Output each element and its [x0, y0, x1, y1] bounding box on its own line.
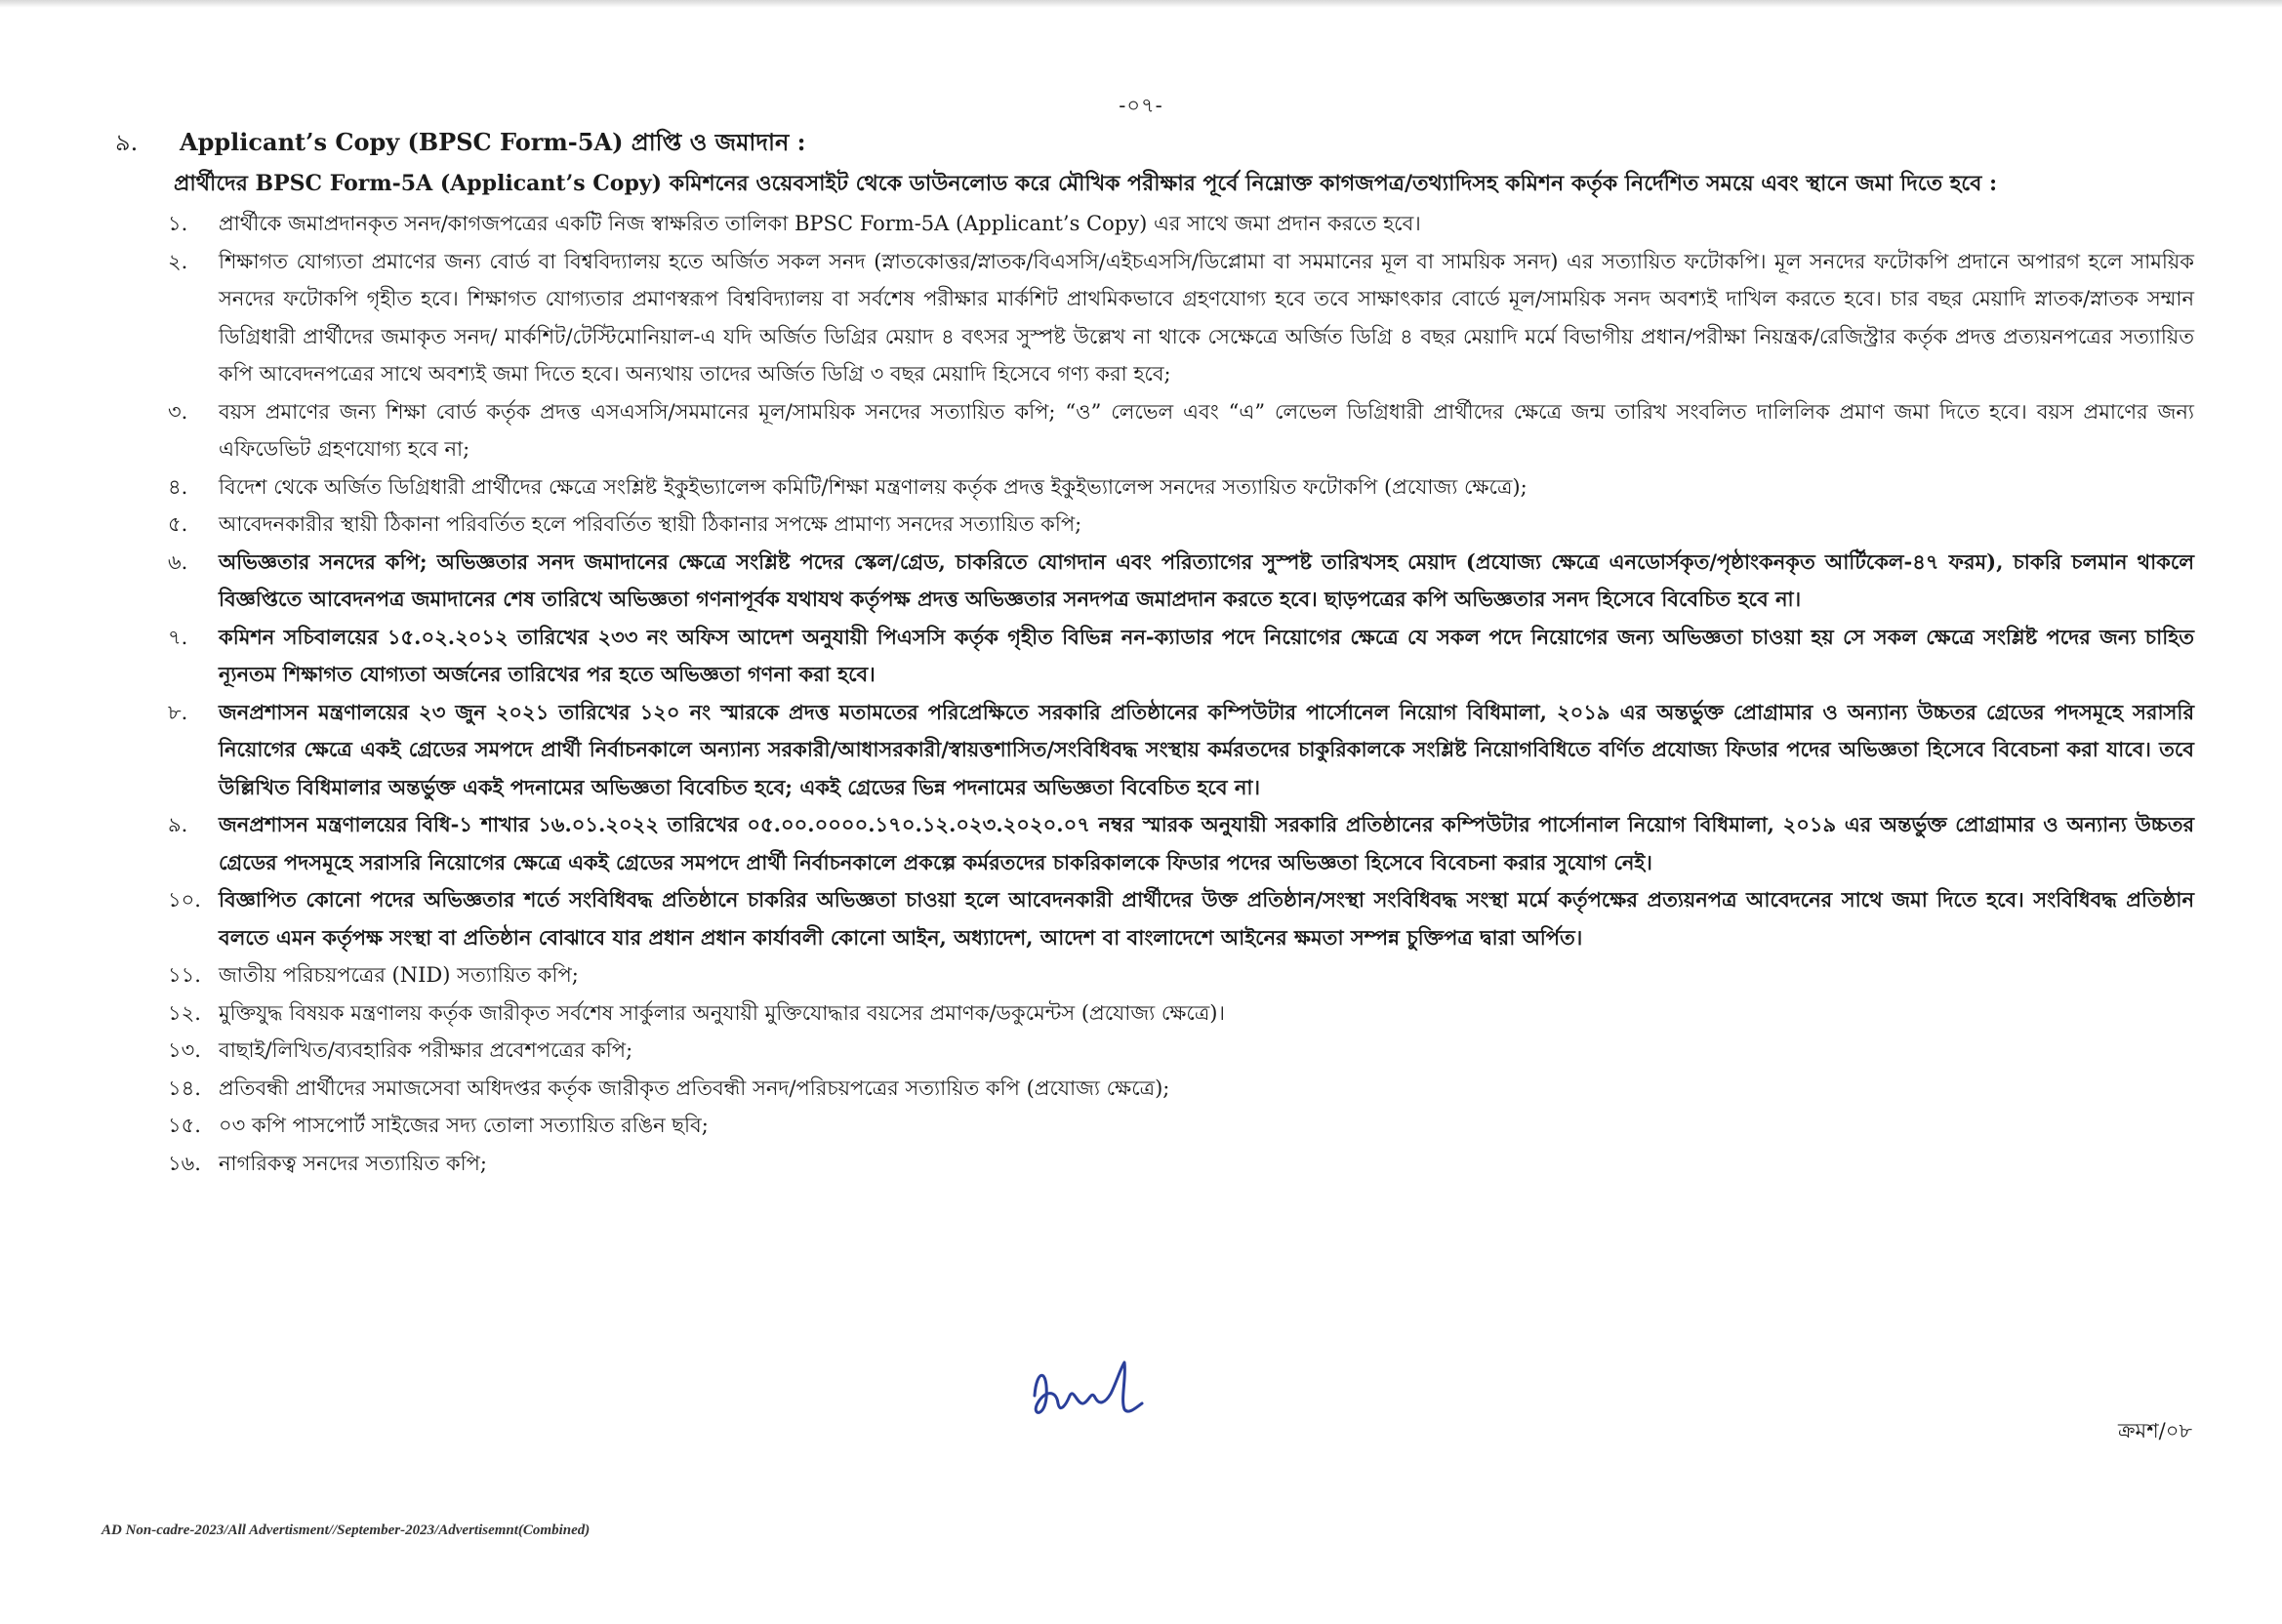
list-item-number: ১৩. — [168, 1038, 201, 1062]
list-item — [168, 995, 2194, 1033]
section-intro: প্রার্থীদের BPSC Form-5A (Applicant’s Copy) কমিশনের ওয়েবসাইট থেকে ডাউনলোড করে মৌখিক পরীক্ষার পূর্বে নিম্নোক্ত কাগজপত্র/তথ্যাদিসহ কমিশন কর্তৃক নির্দেশিত সময়ে এবং স্থানে জমা দিতে হবে : — [174, 171, 1998, 196]
continued-label: ক্রমশ/০৮ — [2117, 1419, 2192, 1442]
list-item-text: ০৩ কপি পাসপোর্ট সাইজের সদ্য তোলা সত্যায়িত রঙিন ছবি; — [219, 1114, 709, 1137]
list-item — [168, 506, 2194, 544]
list-item-number: ১২. — [168, 1000, 201, 1025]
section-heading — [115, 123, 2194, 162]
list-item — [168, 243, 2194, 393]
list-item — [168, 806, 2194, 881]
list-item — [168, 393, 2194, 468]
list-item-text: মুক্তিযুদ্ধ বিষয়ক মন্ত্রণালয় কর্তৃক জারীকৃত সর্বশেষ সার্কুলার অনুযায়ী মুক্তিযোদ্ধার বয়সের প্রমাণক/ডকুমেন্টস (প্রযোজ্য ক্ষেত্রে)। — [219, 1000, 1225, 1025]
scan-edge — [0, 0, 2282, 8]
list-item — [168, 1070, 2194, 1108]
list-item-number: ১৬. — [168, 1151, 201, 1175]
list-item-text: বিজ্ঞাপিত কোনো পদের অভিজ্ঞতার শর্তে সংবিধিবদ্ধ প্রতিষ্ঠানে চাকরির অভিজ্ঞতা চাওয়া হলে আবেদনকারী প্রার্থীদের উক্ত প্রতিষ্ঠান/সংস্থা সংবিধিবদ্ধ সংস্থা মর্মে কর্তৃপক্ষের প্রত্যয়নপত্র আবেদনের সাথে জমা দিতে হবে। সংবিধিবদ্ধ প্রতিষ্ঠান বলতে এমন কর্তৃপক্ষ সংস্থা বা প্রতিষ্ঠান বোঝাবে যার প্রধান প্রধান কার্যাবলী কোনো আইন, অধ্যাদেশ, আদেশ বা বাংলাদেশে আইনের ক্ষমতা সম্পন্ন চুক্তিপত্র দ্বারা অর্পিত। — [219, 887, 2194, 950]
list-item-text: অভিজ্ঞতার সনদের কপি; অভিজ্ঞতার সনদ জমাদানের ক্ষেত্রে সংশ্লিষ্ট পদের স্কেল/গ্রেড, চাকরিতে যোগদান এবং পরিত্যাগের সুস্পষ্ট তারিখসহ মেয়াদ (প্রযোজ্য ক্ষেত্রে এনডোর্সকৃত/পৃষ্ঠাংকনকৃত আর্টিকেল-৪৭ ফরম), চাকরি চলমান থাকলে বিজ্ঞপ্তিতে আবেদনপত্র জমাদানের শেষ তারিখে অভিজ্ঞতা গণনাপূর্বক যথাযথ কর্তৃপক্ষ প্রদত্ত অভিজ্ঞতার সনদপত্র জমাপ্রদান করতে হবে। ছাড়পত্রের কপি অভিজ্ঞতার সনদ হিসেবে বিবেচিত হবে না। — [219, 548, 2194, 611]
list-item-number: ১. — [168, 212, 188, 235]
list-item — [168, 1032, 2194, 1070]
list-item — [168, 544, 2194, 619]
list-item-number: ৫. — [168, 512, 188, 536]
list-item-text: প্রার্থীকে জমাপ্রদানকৃত সনদ/কাগজপত্রের একটি নিজ স্বাক্ষরিত তালিকা BPSC Form-5A (Applicant’s Copy) এর সাথে জমা প্রদান করতে হবে। — [219, 212, 1421, 235]
section-number: ৯. — [115, 129, 139, 156]
list-item-text: জনপ্রশাসন মন্ত্রণালয়ের ২৩ জুন ২০২১ তারিখের ১২০ নং স্মারকে প্রদত্ত মতামতের পরিপ্রেক্ষিতে সরকারি প্রতিষ্ঠানের কম্পিউটার পার্সোনেল নিয়োগ বিধিমালা, ২০১৯ এর অন্তর্ভুক্ত প্রোগ্রামার ও অন্যান্য উচ্চতর গ্রেডের পদসমূহে সরাসরি নিয়োগের ক্ষেত্রে একই গ্রেডের সমপদে প্রার্থী নির্বাচনকালে অন্যান্য সরকারী/আধাসরকারী/স্বায়ত্তশাসিত/সংবিধিবদ্ধ সংস্থায় কর্মরতদের চাকুরিকালকে সংশ্লিষ্ট নিয়োগবিধিতে বর্ণিত প্রযোজ্য ফিডার পদের অভিজ্ঞতা হিসেবে বিবেচনা করা যাবে। তবে উল্লিখিত বিধিমালার অন্তর্ভুক্ত একই পদনামের অভিজ্ঞতা বিবেচিত হবে; একই গ্রেডের ভিন্ন পদনামের অভিজ্ঞতা বিবেচিত হবে না। — [219, 699, 2194, 799]
list-item-text: জাতীয় পরিচয়পত্রের (NID) সত্যায়িত কপি; — [219, 963, 579, 987]
list-item — [168, 956, 2194, 995]
list-item-number: ১৪. — [168, 1076, 201, 1100]
section-heading-text: Applicant’s Copy (BPSC Form-5A) প্রাপ্তি ও জমাদান : — [180, 128, 806, 156]
list-item-text: কমিশন সচিবালয়ের ১৫.০২.২০১২ তারিখের ২৩৩ নং অফিস আদেশ অনুযায়ী পিএসসি কর্তৃক গৃহীত বিভিন্ন নন-ক্যাডার পদে নিয়োগের ক্ষেত্রে যে সকল পদে নিয়োগের জন্য অভিজ্ঞতা চাওয়া হয় সে সকল ক্ষেত্রে সংশ্লিষ্ট পদের জন্য চাহিত ন্যূনতম শিক্ষাগত যোগ্যতা অর্জনের তারিখের পর হতে অভিজ্ঞতা গণনা করা হবে। — [219, 624, 2194, 686]
list-item — [168, 694, 2194, 807]
list-item — [168, 619, 2194, 694]
list-item-number: ৪. — [168, 474, 188, 499]
section-applicants-copy — [115, 123, 2194, 1182]
list-item-number: ৯. — [168, 813, 188, 836]
list-item-text: বিদেশ থেকে অর্জিত ডিগ্রিধারী প্রার্থীদের ক্ষেত্রে সংশ্লিষ্ট ইকুইভ্যালেন্স কমিটি/শিক্ষা মন্ত্রণালয় কর্তৃক প্রদত্ত ইকুইভ্যালেন্স সনদের সত্যায়িত ফটোকপি (প্রযোজ্য ক্ষেত্রে); — [219, 474, 1528, 499]
list-item-number: ১৫. — [168, 1114, 201, 1137]
list-item — [168, 468, 2194, 507]
list-item — [168, 1107, 2194, 1145]
list-item-number: ৮. — [168, 700, 188, 724]
list-item-text: নাগরিকত্ব সনদের সত্যায়িত কপি; — [219, 1151, 488, 1175]
list-item — [168, 881, 2194, 956]
list-item-number: ২. — [168, 249, 188, 273]
requirements-list — [168, 205, 2194, 1182]
list-item-number: ৩. — [168, 399, 188, 424]
list-item-text: বাছাই/লিখিত/ব্যবহারিক পরীক্ষার প্রবেশপত্রের কপি; — [219, 1038, 633, 1062]
list-item — [168, 205, 2194, 243]
list-item — [168, 1145, 2194, 1183]
list-item-text: শিক্ষাগত যোগ্যতা প্রমাণের জন্য বোর্ড বা বিশ্ববিদ্যালয় হতে অর্জিত সকল সনদ (স্নাতকোত্তর/স্নাতক/বিএসসি/এইচএসসি/ডিপ্লোমা বা সমমানের মূল বা সাময়িক সনদ) এর সত্যায়িত ফটোকপি। মূল সনদের ফটোকপি প্রদানে অপারগ হলে সাময়িক সনদের ফটোকপি গৃহীত হবে। শিক্ষাগত যোগ্যতার প্রমাণস্বরূপ বিশ্ববিদ্যালয় বা সর্বশেষ পরীক্ষার মার্কশিট প্রাথমিকভাবে গ্রহণযোগ্য হবে তবে সাক্ষাৎকার বোর্ডে মূল/সাময়িক সনদ অবশ্যই দাখিল করতে হবে। চার বছর মেয়াদি স্নাতক/স্নাতক সম্মান ডিগ্রিধারী প্রার্থীদের জমাকৃত সনদ/ মার্কশিট/টেস্টিমোনিয়াল-এ যদি অর্জিত ডিগ্রির মেয়াদ ৪ বৎসর সুস্পষ্ট উল্লেখ না থাকে সেক্ষেত্রে অর্জিত ডিগ্রি ৪ বছর মেয়াদি মর্মে বিভাগীয় প্রধান/পরীক্ষা নিয়ন্ত্রক/রেজিস্ট্রার কর্তৃক প্রদত্ত প্রত্যয়নপত্রের সত্যায়িত কপি আবেদনপত্রের সাথে অবশ্যই জমা দিতে হবে। অন্যথায় তাদের অর্জিত ডিগ্রি ৩ বছর মেয়াদি হিসেবে গণ্য করা হবে; — [219, 249, 2194, 386]
signature — [1027, 1349, 1163, 1427]
list-item-number: ১০. — [168, 888, 201, 912]
list-item-text: বয়স প্রমাণের জন্য শিক্ষা বোর্ড কর্তৃক প্রদত্ত এসএসসি/সমমানের মূল/সাময়িক সনদের সত্যায়িত কপি; “ও” লেভেল এবং “এ” লেভেল ডিগ্রিধারী প্রার্থীদের ক্ষেত্রে জন্ম তারিখ সংবলিত দালিলিক প্রমাণ জমা দিতে হবে। বয়স প্রমাণের জন্য এফিডেভিট গ্রহণযোগ্য হবে না; — [219, 399, 2194, 461]
list-item-text: জনপ্রশাসন মন্ত্রণালয়ের বিধি-১ শাখার ১৬.০১.২০২২ তারিখের ০৫.০০.০০০০.১৭০.১২.০২৩.২০২০.০৭ নম্বর স্মারক অনুযায়ী সরকারি প্রতিষ্ঠানের কম্পিউটার পার্সোনাল নিয়োগ বিধিমালা, ২০১৯ এর অন্তর্ভুক্ত প্রোগ্রামার ও অন্যান্য উচ্চতর গ্রেডের পদসমূহে সরাসরি নিয়োগের ক্ষেত্রে একই গ্রেডের সমপদে প্রার্থী নির্বাচনকালে প্রকল্পে কর্মরতদের চাকরিকালকে ফিডার পদের অভিজ্ঞতা হিসেবে বিবেচনা করার সুযোগ নেই। — [219, 812, 2194, 874]
list-item-number: ৭. — [168, 625, 188, 649]
list-item-number: ৬. — [168, 549, 188, 574]
list-item-number: ১১. — [168, 963, 201, 987]
page-number: -০৭- — [1119, 94, 1163, 117]
list-item-text: আবেদনকারীর স্থায়ী ঠিকানা পরিবর্তিত হলে পরিবর্তিত স্থায়ী ঠিকানার সপক্ষে প্রামাণ্য সনদের সত্যায়িত কপি; — [219, 512, 1082, 536]
list-item-text: প্রতিবন্ধী প্রার্থীদের সমাজসেবা অধিদপ্তর কর্তৃক জারীকৃত প্রতিবন্ধী সনদ/পরিচয়পত্রের সত্যায়িত কপি (প্রযোজ্য ক্ষেত্রে); — [219, 1076, 1170, 1100]
footer-reference: AD Non-cadre-2023/All Advertisment//September-2023/Advertisemnt(Combined) — [102, 1522, 591, 1538]
